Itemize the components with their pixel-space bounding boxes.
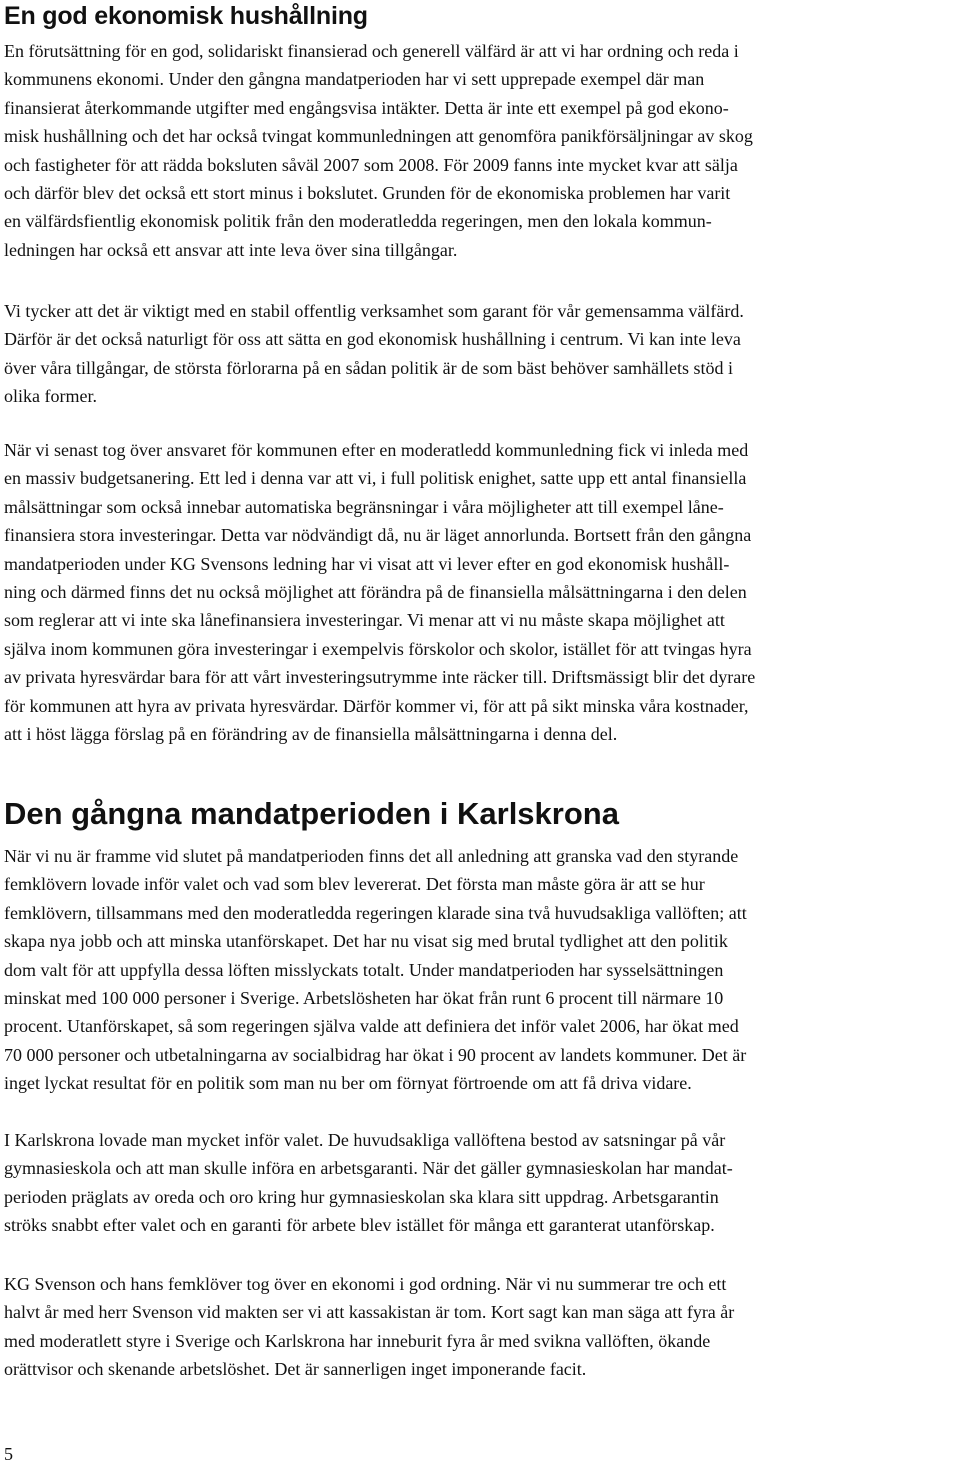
text-line: inget lyckat resultat för en politik som man nu ber om förnyat förtroende om att få driva vidare.: [4, 1073, 692, 1094]
text-line: dom valt för att uppfylla dessa löften misslyckats totalt. Under mandatperioden har sysselsättningen: [4, 959, 724, 980]
text-line: perioden präglats av oreda och oro kring hur gymnasieskolan ska klara sitt uppdrag. Arbetsgarantin: [4, 1186, 719, 1207]
text-line: målsättningar som också innebar automatiska begränsningar i våra möjligheter att till exempel låne-: [4, 496, 724, 517]
text-line: femklövern lovade inför valet och vad som blev levererat. Det första man måste göra är att se hur: [4, 874, 705, 895]
text-line: en välfärdsfientlig ekonomisk politik från den moderatledda regeringen, men den lokala kommun-: [4, 211, 712, 232]
text-line: med moderatlett styre i Sverige och Karlskrona har inneburit fyra år med svikna vallöften, ökande: [4, 1330, 711, 1351]
text-line: skapa nya jobb och att minska utanförskapet. Det har nu visat sig med brutal tydlighet att den politik: [4, 931, 728, 952]
text-line: halvt år med herr Svenson vid makten ser vi att kassakistan är tom. Kort sagt kan man säga att fyra år: [4, 1302, 735, 1323]
text-line: gymnasieskola och att man skulle införa en arbetsgaranti. När det gäller gymnasieskolan har mandat-: [4, 1158, 733, 1179]
text-line: olika former.: [4, 386, 97, 407]
text-line: ströks snabbt efter valet och en garanti för arbete blev istället för många ett garanterat utanförskap.: [4, 1215, 715, 1236]
text-line: Därför är det också naturligt för oss att sätta en god ekonomisk hushållning i centrum. Vi kan inte leva: [4, 329, 741, 350]
section-heading: Den gångna mandatperioden i Karlskrona: [4, 796, 619, 831]
text-line: minskat med 100 000 personer i Sverige. Arbetslösheten har ökat från runt 6 procent till närmare 10: [4, 988, 724, 1009]
text-line: 70 000 personer och utbetalningarna av socialbidrag har ökat i 90 procent av landets kommuner. Det är: [4, 1044, 747, 1065]
text-line: misk hushållning och det har också tvingat kommunledningen att genomföra panikförsäljningar av skog: [4, 126, 753, 147]
text-line: Vi tycker att det är viktigt med en stabil offentlig verksamhet som garant för vår gemensamma välfärd.: [4, 301, 744, 321]
section-heading: En god ekonomisk hushållning: [4, 2, 368, 30]
text-line: orättvisor och skenande arbetslöshet. Det är sannerligen inget imponerande facit.: [4, 1359, 587, 1380]
text-line: en massiv budgetsanering. Ett led i denna var att vi, i full politisk enighet, satte upp ett antal finansiella: [4, 468, 747, 489]
paragraph: [4, 436, 956, 748]
text-line: mandatperioden under KG Svensons ledning har vi visat att vi lever efter en god ekonomisk hushåll-: [4, 553, 730, 574]
text-line: finansierat återkommande utgifter med engångsvisa intäkter. Detta är inte ett exempel på god ekono-: [4, 97, 729, 118]
text-line: själva inom kommunen göra investeringar i exempelvis förskolor och skolor, istället för att tvingas hyra: [4, 638, 752, 659]
text-line: När vi nu är framme vid slutet på mandatperioden finns det all anledning att granska vad den styrande: [4, 846, 739, 866]
text-line: och fastigheter för att rädda boksluten såväl 2007 som 2008. För 2009 fanns inte mycket kvar att sälja: [4, 154, 738, 175]
text-line: finansiera stora investeringar. Detta var nödvändigt då, nu är läget annorlunda. Bortsett från den gångna: [4, 525, 752, 546]
text-line: ledningen har också ett ansvar att inte leva över sina tillgångar.: [4, 239, 458, 260]
text-line: av privata hyresvärdar bara för att vårt investeringsutrymme inte räcker till. Driftsmässigt blir det dyrare: [4, 667, 756, 688]
page-number: 5: [4, 1444, 13, 1464]
text-line: att i höst lägga förslag på en förändring av de finansiella målsättningarna i denna del.: [4, 724, 618, 745]
text-line: ning och därmed finns det nu också möjlighet att förändra på de finansiella målsättningarna i den delen: [4, 582, 747, 603]
text-line: En förutsättning för en god, solidariskt finansierad och generell välfärd är att vi har ordning och reda i: [4, 41, 739, 61]
text-line: som reglerar att vi inte ska lånefinansiera investeringar. Vi menar att vi nu måste skapa möjlighet att: [4, 610, 725, 631]
paragraph: [4, 37, 956, 264]
text-line: I Karlskrona lovade man mycket inför valet. De huvudsakliga vallöftena bestod av satsningar på vår: [4, 1130, 726, 1150]
text-line: över våra tillgångar, de största förlorarna på en sådan politik är de som bäst behöver samhällets stöd i: [4, 357, 734, 378]
text-line: När vi senast tog över ansvaret för kommunen efter en moderatledd kommunledning fick vi inleda med: [4, 440, 749, 460]
text-line: procent. Utanförskapet, så som regeringen själva valde att definiera det inför valet 2006, har ökat med: [4, 1016, 739, 1037]
paragraph: [4, 297, 956, 411]
paragraph: [4, 1126, 956, 1240]
text-line: för kommunen att hyra av privata hyresvärdar. Därför kommer vi, för att på sikt minska våra kostnader,: [4, 695, 749, 716]
text-line: kommunens ekonomi. Under den gångna mandatperioden har vi sett upprepade exempel där man: [4, 69, 705, 90]
paragraph: [4, 842, 956, 1098]
document-page: [4, 0, 956, 1464]
text-line: femklövern, tillsammans med den moderatledda regeringen klarade sina två huvudsakliga vallöften; att: [4, 902, 747, 923]
text-line: och därför blev det också ett stort minus i bokslutet. Grunden för de ekonomiska problemen har varit: [4, 183, 731, 204]
text-line: KG Svenson och hans femklöver tog över en ekonomi i god ordning. När vi nu summerar tre och ett: [4, 1274, 727, 1294]
paragraph: [4, 1270, 956, 1384]
